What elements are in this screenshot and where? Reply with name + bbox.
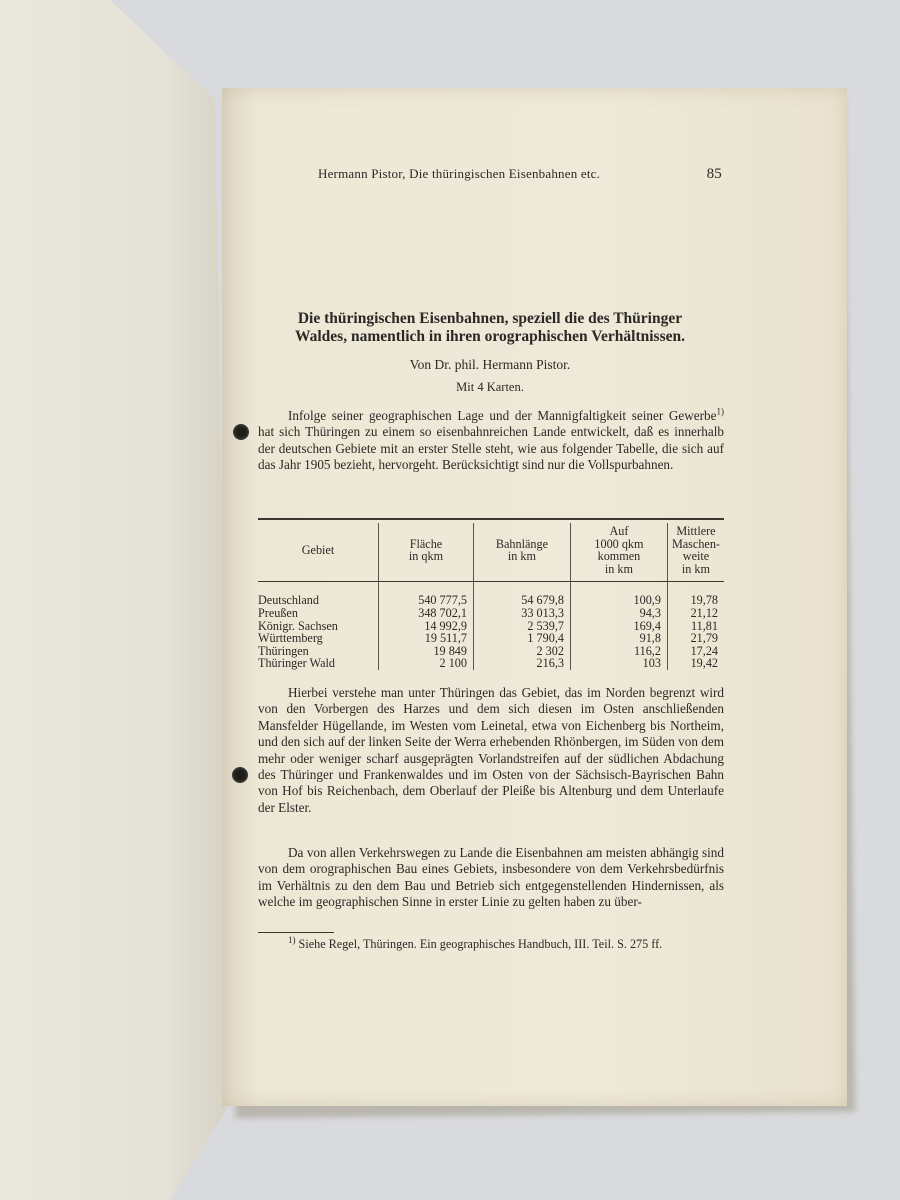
cell-bahnlaenge: 2 539,7 — [473, 620, 570, 633]
cell-bahnlaenge: 2 302 — [473, 645, 570, 658]
paragraph-thueringen-definition — [258, 685, 724, 816]
table-header-row — [258, 523, 724, 582]
author-byline: Von Dr. phil. Hermann Pistor. — [409, 357, 571, 372]
header-auf-line-3: kommen — [597, 549, 641, 564]
cell-maschenweite: 19,42 — [667, 657, 724, 670]
paragraph-2-text: Hierbei verstehe man unter Thüringen das Gebiet, das im Norden begrenzt wird von den Vorbergen des Harzes und dem sich diesen im Osten anschließenden Mansfelder Hügellande, im Westen vom Leinetal, etwa von Eichenberg bis Northeim, und den sich auf der linken Seite der Werra erhebenden Rhönbergen, im Süden von dem mehr oder weniger scharf ausgeprägten Vorlandstreifen auf der südlichen Abdachung des Thüringer und Frankenwaldes und im Osten von der Sächsisch-Bayrischen Bahn von Hof bis Reichenbach, dem Oberlauf der Pleiße bis Altenburg und dem Unterlaufe der Elster. — [258, 685, 724, 815]
cell-gebiet: Deutschland — [258, 593, 319, 608]
running-header — [318, 166, 722, 182]
cell-maschenweite: 21,79 — [667, 632, 724, 645]
article-title-line-1: Die thüringischen Eisenbahnen, speziell die des Thüringer — [297, 310, 683, 327]
header-mw-line-1: Mittlere — [676, 524, 716, 538]
cell-auf1000: 91,8 — [570, 632, 667, 645]
cell-flaeche: 2 100 — [378, 657, 473, 670]
footnote-reference: 1) — [716, 406, 724, 417]
header-maschenweite — [667, 523, 724, 582]
footnote-marker: 1) — [288, 934, 296, 945]
header-mw-line-3: weite — [682, 549, 710, 564]
header-bahnlaenge — [473, 523, 570, 582]
cell-auf1000: 116,2 — [570, 645, 667, 658]
cell-flaeche: 19 849 — [378, 645, 473, 658]
cell-auf1000: 100,9 — [570, 582, 667, 607]
intro-text-1: Infolge seiner geographischen Lage und der Mannigfaltigkeit seiner Gewerbe — [288, 408, 717, 423]
header-mw-line-4: in km — [681, 561, 711, 576]
table-row — [258, 607, 724, 620]
cell-bahnlaenge: 33 013,3 — [473, 607, 570, 620]
header-bahnlaenge-line-1: Bahnlänge — [495, 536, 549, 551]
binding-hole-top — [233, 424, 249, 440]
cell-bahnlaenge: 54 679,8 — [473, 582, 570, 607]
cell-flaeche: 14 992,9 — [378, 620, 473, 633]
paragraph-verkehrswege — [258, 845, 724, 911]
cell-gebiet: Württemberg — [258, 631, 323, 646]
cell-auf1000: 94,3 — [570, 607, 667, 620]
running-title: Hermann Pistor, Die thüringischen Eisenbahnen etc. — [318, 166, 601, 181]
cell-maschenweite: 11,81 — [667, 620, 724, 633]
railway-statistics-table — [258, 523, 724, 670]
cell-auf1000: 103 — [570, 657, 667, 670]
cell-flaeche: 540 777,5 — [378, 582, 473, 607]
header-mw-line-2: Maschen- — [671, 536, 720, 551]
header-flaeche — [378, 523, 473, 582]
footnote-rule — [258, 932, 334, 933]
footnote — [258, 934, 724, 951]
header-gebiet: Gebiet — [258, 523, 378, 582]
binding-hole-bottom — [232, 767, 248, 783]
header-auf-line-2: 1000 qkm — [594, 536, 644, 551]
article-title — [256, 310, 724, 346]
cell-maschenweite: 17,24 — [667, 645, 724, 658]
header-auf-line-4: in km — [604, 561, 633, 576]
header-flaeche-line-1: Fläche — [409, 536, 443, 551]
cell-gebiet: Königr. Sachsen — [258, 618, 338, 633]
header-flaeche-line-2: in qkm — [408, 549, 444, 564]
header-auf-1000-qkm — [570, 523, 667, 582]
page-number: 85 — [706, 166, 722, 182]
cell-flaeche: 19 511,7 — [378, 632, 473, 645]
cell-bahnlaenge: 216,3 — [473, 657, 570, 670]
cell-bahnlaenge: 1 790,4 — [473, 632, 570, 645]
cell-maschenweite: 21,12 — [667, 607, 724, 620]
cell-flaeche: 348 702,1 — [378, 607, 473, 620]
maps-note: Mit 4 Karten. — [456, 380, 524, 394]
header-bahnlaenge-line-2: in km — [507, 549, 537, 564]
table-top-rule — [258, 518, 724, 520]
table-row — [258, 657, 724, 670]
intro-text-2: hat sich Thüringen zu einem so eisenbahnreichen Lande entwickelt, daß es innerhalb der deutschen Gebiete mit an erster Stelle steht, wie aus folgender Tabelle, die sich auf das Jahr 1905 bezieht, hervorgeht. Berücksichtigt sind nur die Vollspurbahnen. — [258, 424, 724, 473]
cell-gebiet: Thüringen — [258, 643, 309, 658]
header-auf-line-1: Auf — [609, 524, 629, 538]
table-row — [258, 582, 724, 607]
table-row — [258, 632, 724, 645]
left-cover-page — [0, 0, 235, 1200]
cell-gebiet: Thüringer Wald — [258, 656, 335, 671]
cell-maschenweite: 19,78 — [667, 582, 724, 607]
footnote-text: Siehe Regel, Thüringen. Ein geographisches Handbuch, III. Teil. S. 275 ff. — [295, 937, 663, 951]
article-title-line-2: Waldes, namentlich in ihren orographischen Verhältnissen. — [294, 328, 685, 345]
intro-paragraph — [258, 408, 724, 474]
paragraph-3-text: Da von allen Verkehrswegen zu Lande die Eisenbahnen am meisten abhängig sind von dem orographischen Bau eines Gebiets, insbesondere von dem Verkehrsbedürfnis im Verhältnis zu den dem Bau und Betrieb sich entgegenstellenden Hindernissen, als welche im geographischen Sinne in erster Linie zu gelten haben zu über- — [258, 845, 724, 910]
cell-auf1000: 169,4 — [570, 620, 667, 633]
cell-gebiet: Preußen — [258, 605, 298, 620]
